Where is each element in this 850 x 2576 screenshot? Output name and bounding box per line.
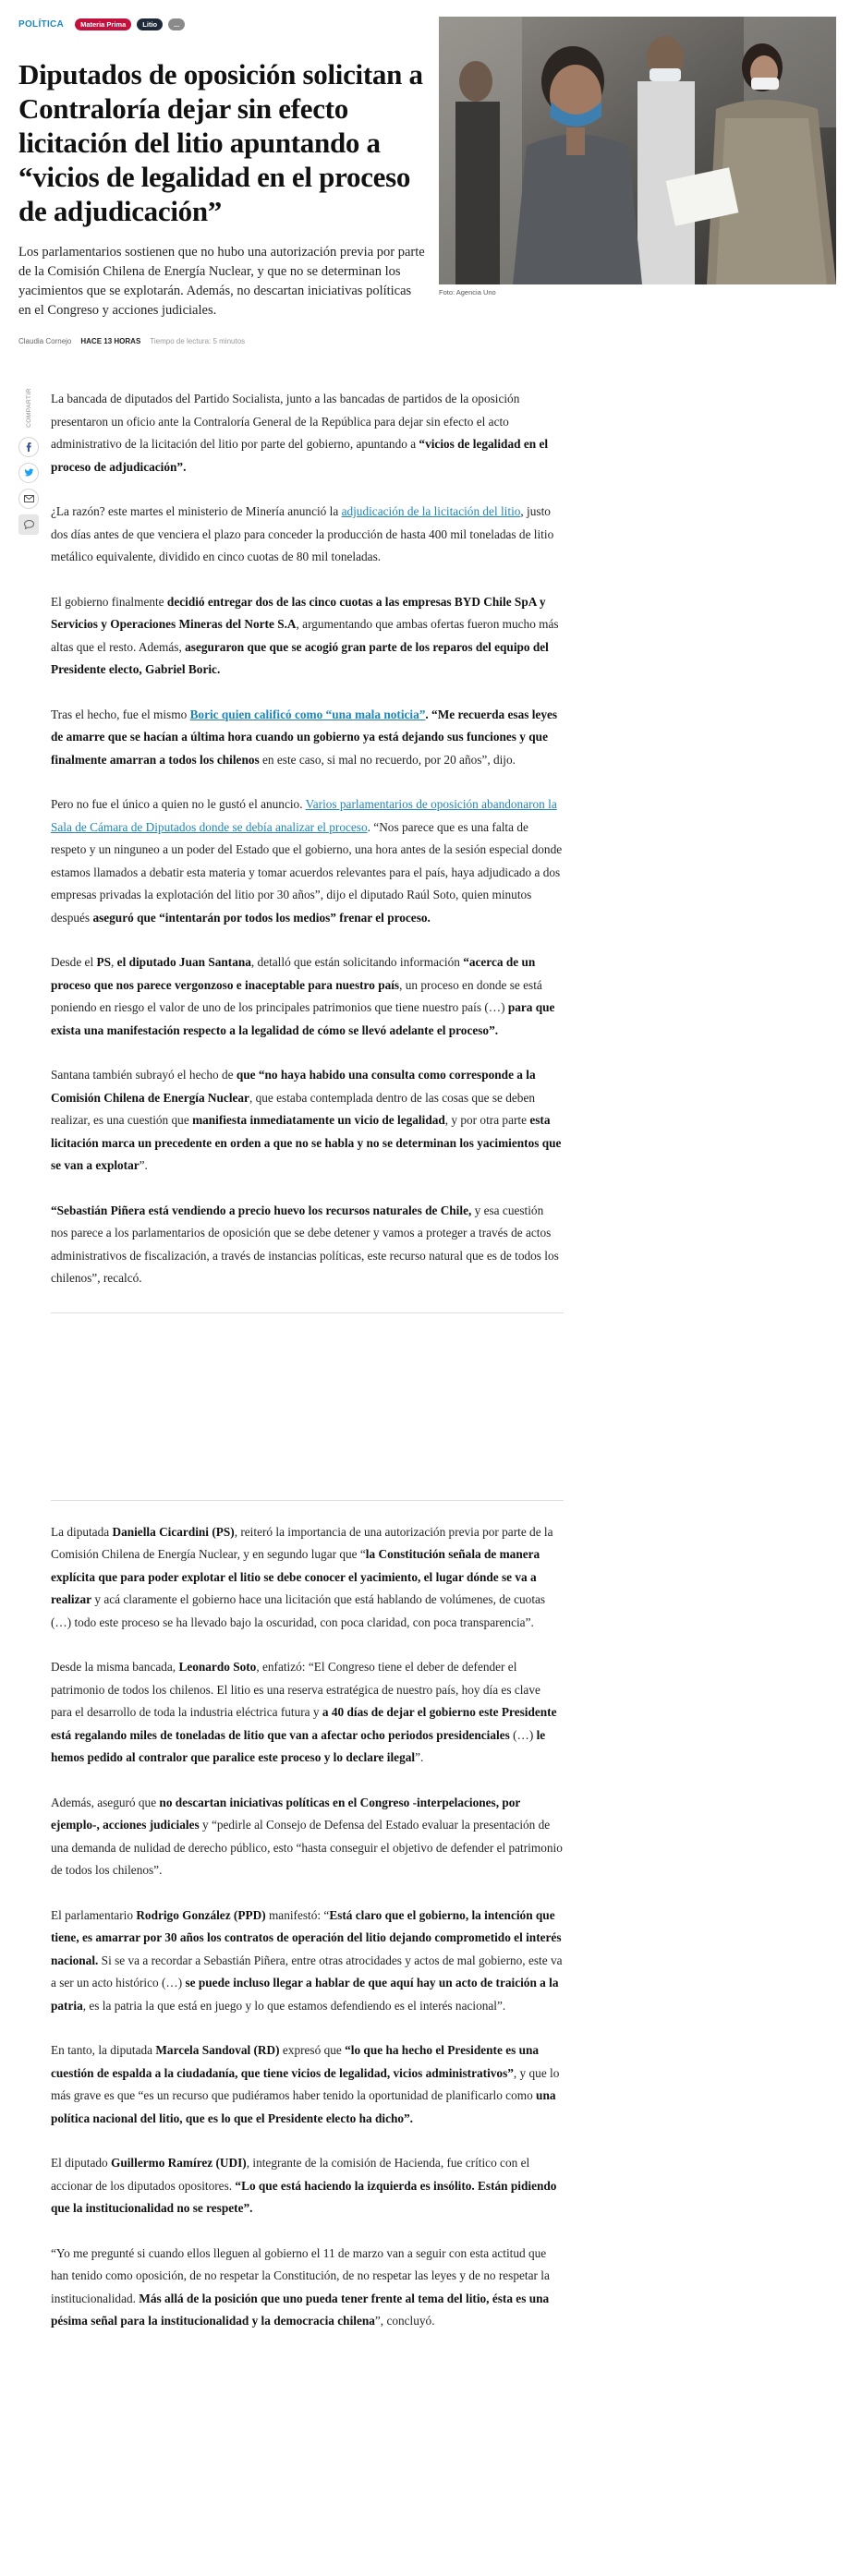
share-bar bbox=[17, 388, 41, 535]
tag-litio[interactable]: Litio bbox=[137, 18, 163, 30]
link-adjudicacion[interactable]: adjudicación de la licitación del litio bbox=[341, 504, 521, 518]
paragraph: El parlamentario Rodrigo González (PPD) manifestó: “Está claro que el gobierno, la intención que tiene, es amarrar por 30 años los contratos de operación del litio dejando comprometido el interés nacional. Si se va a recordar a Sebastián Piñera, entre otras atrocidades y actos de mal gobierno, este va a ser un acto histórico (…) se puede incluso llegar a hablar de que aquí hay un acto de traición a la patria, es la patria la que está en juego y lo que estamos defendiendo es el interés nacional”. bbox=[51, 1907, 563, 2013]
tag-more-button[interactable]: ... bbox=[168, 18, 185, 30]
hero-photo-illustration bbox=[439, 17, 836, 284]
paragraph: ¿La razón? este martes el ministerio de Minería anunció la adjudicación de la licitación del litio, justo dos días antes de que venciera el plazo para conceder la producción de hasta 400 mil toneladas de litio metálico equivalente, dividido en cinco cuotas de 80 mil toneladas. bbox=[51, 504, 554, 563]
tag-row bbox=[18, 17, 425, 31]
facebook-icon[interactable] bbox=[18, 437, 39, 457]
paragraph: La diputada Daniella Cicardini (PS), reiteró la importancia de una autorización previa por parte de la Comisión Chilena de Energía Nuclear, y en segundo lugar que “la Constitución señala de manera explícita que para poder explotar el litio se debe conocer el yacimiento, el lugar dónde se va a realizar y acá claramente el gobierno hace una licitación que está hablando de volúmenes, de cuotas (…) todo este proceso se ha llevado bajo la oscuridad, con poca claridad, con poca transparencia”. bbox=[51, 1524, 553, 1629]
link-parlamentarios[interactable]: Varios parlamentarios de oposición abandonaron la Sala de Cámara de Diputados donde se debía analizar el proceso bbox=[51, 797, 557, 834]
hero-photo bbox=[439, 17, 836, 284]
paragraph: Pero no fue el único a quien no le gustó el anuncio. Varios parlamentarios de oposición abandonaron la Sala de Cámara de Diputados donde se debía analizar el proceso. “Nos parece que es una falta de respeto y un ninguneo a un poder del Estado que el gobierno, una hora antes de la sesión especial donde estamos llamados a debatir esta materia y tomar acuerdos relevantes para el país, haya adjudicado a dos empresas privadas la explotación del litio por 30 años”, dijo el diputado Raúl Soto, quien minutos después aseguró que “intentarán por todos los medios” frenar el proceso. bbox=[51, 797, 563, 925]
email-icon[interactable] bbox=[18, 489, 39, 509]
paragraph: Desde el PS, el diputado Juan Santana, detalló que están solicitando información “acerca de un proceso que nos parece vergonzoso e inaceptable para nuestro país, un proceso en donde se está poniendo en riesgo el valor de uno de los principales patrimonios que tiene nuestro país (…) para que exista una manifestación respecto a la legalidad de cómo se llevó adelante el proceso”. bbox=[51, 955, 555, 1037]
paragraph: La bancada de diputados del Partido Socialista, junto a las bancadas de partidos de la oposición presentaron un oficio ante la Contraloría General de la República para dejar sin efecto el acto administrativo de la licitación del litio por parte del gobierno, apuntando a “vicios de legalidad en el proceso de adjudicación”. bbox=[51, 392, 549, 474]
paragraph: “Sebastián Piñera está vendiendo a precio huevo los recursos naturales de Chile, y esa cuestión nos parece a los parlamentarios de oposición que se debe detener y vamos a proteger a través de actos administrativos de fiscalización, a través de instancias políticas, este recurso natural que es de todos los chilenos”, recalcó. bbox=[51, 1203, 559, 1285]
paragraph: Tras el hecho, fue el mismo Boric quien calificó como “una mala noticia”. “Me recuerda esas leyes de amarre que se hacían a última hora cuando un gobierno ya está dejando sus funciones y que finalmente amarran a todos los chilenos en este caso, si mal no recuerdo, por 20 años”, dijo. bbox=[51, 707, 558, 767]
paragraph: En tanto, la diputada Marcela Sandoval (RD) expresó que “lo que ha hecho el Presidente es una cuestión de espalda a la ciudadanía, que tiene vicios de legalidad, vicios administrativos”, y que lo más grave es que “es un recurso que pudiéramos haber tenido la oportunidad de planificarlo como una política nacional del litio, que es lo que el Presidente electo ha dicho”. bbox=[51, 2043, 560, 2125]
article-body bbox=[51, 388, 564, 2355]
published-time: HACE 13 HORAS bbox=[80, 337, 141, 345]
paragraph: Además, aseguró que no descartan iniciativas políticas en el Congreso -interpelaciones, por ejemplo-, acciones judiciales y “pedirle al Consejo de Defensa del Estado evaluar la presentación de una demanda de nulidad de derecho público, esto “hasta conseguir el objetivo de defender el patrimonio de todos los chilenos”. bbox=[51, 1795, 563, 1877]
article-header bbox=[18, 17, 425, 345]
byline bbox=[18, 337, 425, 345]
paragraph: Desde la misma bancada, Leonardo Soto, enfatizó: “El Congreso tiene el deber de defender el patrimonio de todos los chilenos. El litio es una reserva estratégica de nuestro país, hoy día es clave para el desarrollo de toda la industria eléctrica futura y a 40 días de dejar el gobierno este Presidente está regalando miles de toneladas de litio que van a afectar ocho periodos presidenciales (…) le hemos pedido al contralor que paralice este proceso y lo declare ilegal”. bbox=[51, 1660, 557, 1764]
page-title: Diputados de oposición solicitan a Contraloría dejar sin efecto licitación del litio apuntando a “vicios de legalidad en el proceso de adjudicación” bbox=[18, 58, 423, 227]
share-label: COMPARTIR bbox=[25, 388, 32, 428]
tag-materia-prima[interactable]: Materia Prima bbox=[75, 18, 131, 30]
ad-slot bbox=[51, 1313, 564, 1494]
section-link[interactable]: POLÍTICA bbox=[18, 18, 65, 30]
twitter-icon[interactable] bbox=[18, 463, 39, 483]
link-boric[interactable]: Boric quien calificó como “una mala noticia” bbox=[189, 707, 426, 721]
paragraph: El diputado Guillermo Ramírez (UDI), integrante de la comisión de Hacienda, fue crítico con el accionar de los diputados opositores. “Lo que está haciendo la izquierda es insólito. Están pidiendo que la institucionalidad no se respete”. bbox=[51, 2156, 557, 2215]
read-time: Tiempo de lectura: 5 minutos bbox=[150, 337, 246, 345]
paragraph: Santana también subrayó el hecho de que “no haya habido una consulta como corresponde a la Comisión Chilena de Energía Nuclear, que estaba contemplada dentro de las cosas que se deben realizar, es una cuestión que manifiesta inmediatamente un vicio de legalidad, y por otra parte esta licitación marca un precedente en orden a que no se habla y no se determinan los yacimientos que se van a explotar”. bbox=[51, 1068, 562, 1172]
paragraph: “Yo me pregunté si cuando ellos lleguen al gobierno el 11 de marzo van a seguir con esta actitud que han tenido como oposición, de no respetar la Constitución, de no respetar las leyes y de no respetar la institucionalidad. Más allá de la posición que uno pueda tener frente al tema del litio, ésta es una pésima señal para la institucionalidad y la democracia chilena”, concluyó. bbox=[51, 2245, 550, 2328]
comment-icon[interactable] bbox=[18, 514, 39, 535]
article-lede: Los parlamentarios sostienen que no hubo una autorización previa por parte de la Comisión Chilena de Energía Nuclear, y que no se determinan los yacimientos que se explotarán. Además, no descartan iniciativas políticas en el Congreso y acciones judiciales. bbox=[18, 245, 425, 318]
author-link[interactable]: Claudia Cornejo bbox=[18, 337, 72, 345]
paragraph: El gobierno finalmente decidió entregar dos de las cinco cuotas a las empresas BYD Chile SpA y Servicios y Operaciones Mineras del Norte S.A, argumentando que ambas ofertas fueron mucho más altas que el resto. Además, aseguraron que que se acogió gran parte de los reparos del equipo del Presidente electo, Gabriel Boric. bbox=[51, 594, 559, 676]
photo-caption: Foto: Agencia Uno bbox=[439, 288, 496, 296]
divider bbox=[51, 1500, 564, 1501]
